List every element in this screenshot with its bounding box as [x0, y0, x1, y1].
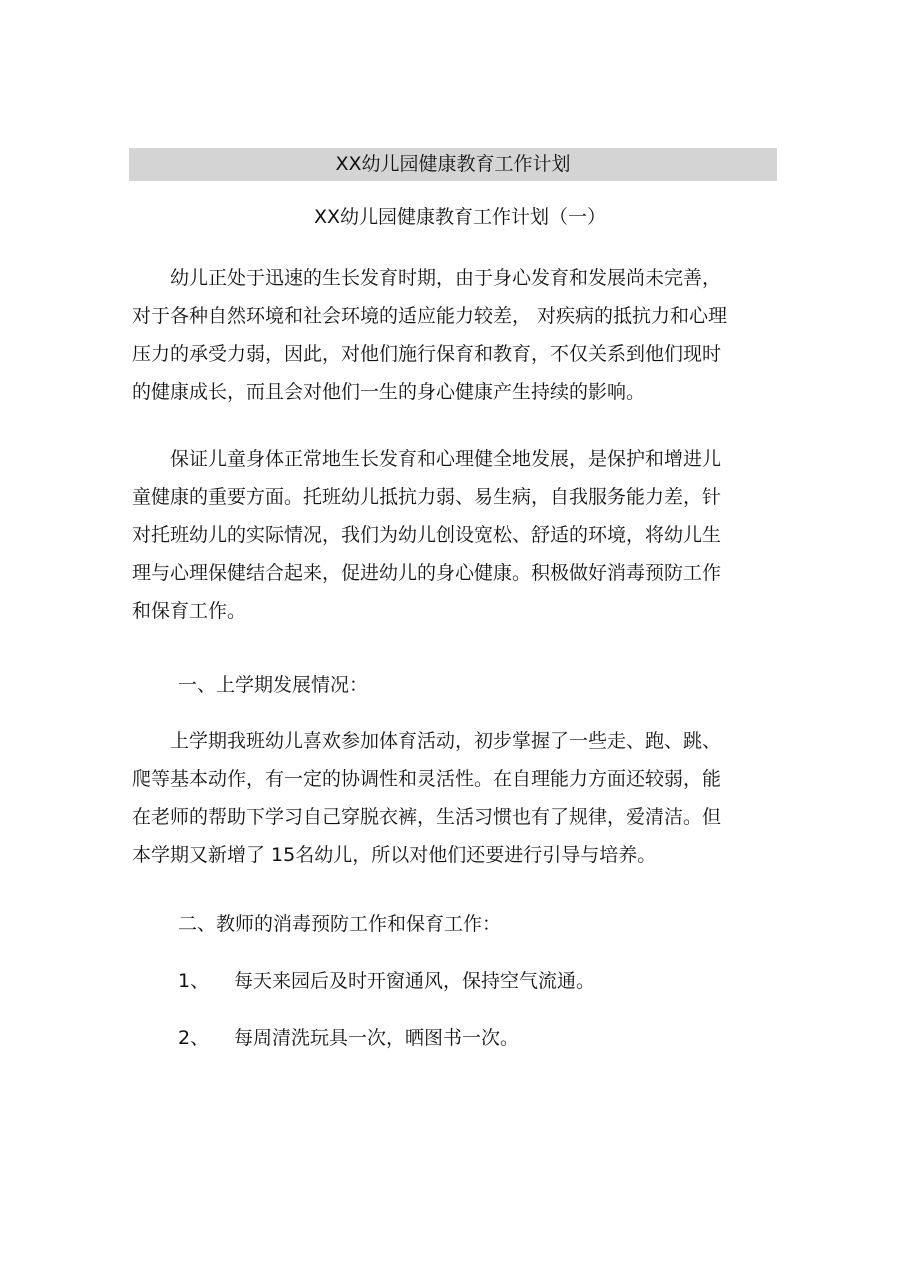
paragraph-1	[132, 259, 772, 411]
section-heading-2: 二、教师的消毒预防工作和保育工作：	[178, 913, 502, 935]
paragraph-line: 幼儿正处于迅速的生长发育时期，由于身心发育和发展尚未完善，	[170, 267, 722, 289]
document-title: XX幼儿园健康教育工作计划	[129, 148, 777, 181]
paragraph-line: 上学期我班幼儿喜欢参加体育活动，初步掌握了一些走、跑、跳、	[170, 730, 722, 752]
paragraph-line: 理与心理保健结合起来，促进幼儿的身心健康。积极做好消毒预防工作	[132, 562, 722, 584]
paragraph-line: 压力的承受力弱，因此，对他们施行保育和教育，不仅关系到他们现时	[132, 343, 722, 365]
list-item-text: 每天来园后及时开窗通风，保持空气流通。	[234, 970, 596, 992]
section-heading-1: 一、上学期发展情况：	[178, 674, 369, 696]
paragraph-line: 对托班幼儿的实际情况，我们为幼儿创设宽松、舒适的环境，将幼儿生	[132, 524, 722, 546]
paragraph-line: 和保育工作。	[132, 600, 247, 622]
paragraph-2	[132, 440, 772, 630]
paragraph-line: 在老师的帮助下学习自己穿脱衣裤，生活习惯也有了规律，爱清洁。但	[132, 806, 722, 828]
paragraph-line: 保证儿童身体正常地生长发育和心理健全地发展，是保护和增进儿	[170, 448, 722, 470]
paragraph-line: 对于各种自然环境和社会环境的适应能力较差， 对疾病的抵抗力和心理	[132, 305, 728, 327]
list-item	[178, 966, 595, 996]
paragraph-3	[132, 722, 772, 874]
list-item-number: 1、	[178, 970, 210, 992]
list-item-text: 每周清洗玩具一次，晒图书一次。	[234, 1027, 520, 1049]
paragraph-line: 爬等基本动作，有一定的协调性和灵活性。在自理能力方面还较弱，能	[132, 768, 722, 790]
list-item-number: 2、	[178, 1027, 210, 1049]
list-item	[178, 1023, 519, 1053]
paragraph-line: 童健康的重要方面。托班幼儿抵抗力弱、易生病，自我服务能力差，针	[132, 486, 722, 508]
paragraph-line: 本学期又新增了 15名幼儿，所以对他们还要进行引导与培养。	[132, 844, 657, 866]
paragraph-line: 的健康成长，而且会对他们一生的身心健康产生持续的影响。	[132, 381, 646, 403]
document-subtitle: XX幼儿园健康教育工作计划（一）	[313, 206, 607, 228]
